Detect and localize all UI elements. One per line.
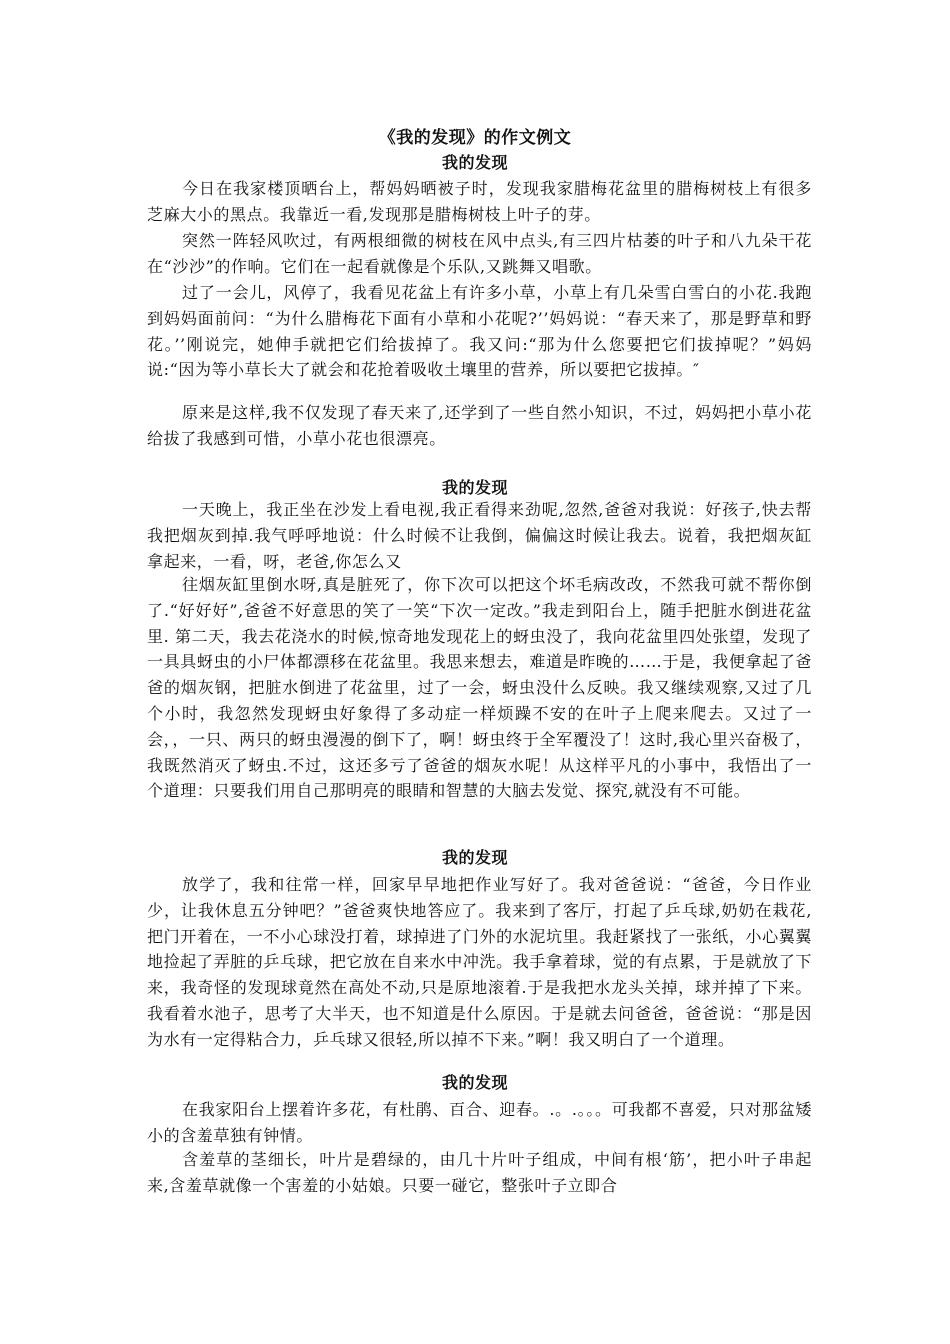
section-title: 我的发现 [441, 1073, 508, 1092]
paragraph: 今日在我家楼顶晒台上，帮妈妈晒被子时，发现我家腊梅花盆里的腊梅树枝上有很多芝麻大小的黑点。我靠近一看,发现那是腊梅树枝上叶子的芽。 [147, 179, 812, 224]
paragraph: 突然一阵轻风吹过，有两根细微的树枝在风中点头,有三四片枯萎的叶子和八九朵干花在“沙沙”的作响。它们在一起看就像是个乐队,又跳舞又唱歌。 [147, 231, 812, 276]
paragraph: 一天晚上，我正坐在沙发上看电视,我正看得来劲呢,忽然,爸爸对我说：好孩子,快去帮我把烟灰到掉.我气呼呼地说：什么时候不让我倒，偏偏这时候让我去。说着，我把烟灰缸拿起来，一看，呀，老爸,你怎么又 [147, 500, 812, 571]
document-title: 《我的发现》的作文例文 [378, 128, 572, 148]
paragraph: 放学了，我和往常一样，回家早早地把作业写好了。我对爸爸说：“爸爸，今日作业少，让我休息五分钟吧？”爸爸爽快地答应了。我来到了客厅，打起了乒乓球,奶奶在栽花,把门开着在，一不小心球没打着，球掉进了门外的水泥坑里。我赶紧找了一张纸，小心翼翼地捡起了弄脏的乒乓球，把它放在自来水中冲洗。我手拿着球，觉的有点累，于是就放了下来，我奇怪的发现球竟然在高处不动,只是原地滚着.于是我把水龙头关掉，球并掉了下来。我看着水池子，思考了大半天，也不知道是什么原因。于是就去问爸爸，爸爸说：“那是因为水有一定得粘合力，乒乓球又很轻,所以掉不下来。”啊！我又明白了一个道理。 [147, 875, 812, 1049]
paragraph: 原来是这样,我不仅发现了春天来了,还学到了一些自然小知识，不过，妈妈把小草小花给拔了我感到可惜，小草小花也很漂亮。 [147, 403, 812, 448]
paragraph: 含羞草的茎细长，叶片是碧绿的，由几十片叶子组成，中间有根‘筋’，把小叶子串起来,含羞草就像一个害羞的小姑娘。只要一碰它，整张叶子立即合 [147, 1150, 812, 1195]
paragraph: 在我家阳台上摆着许多花，有杜鹃、百合、迎春。.。.。。。可我都不喜爱，只对那盆矮小的含羞草独有钟情。 [147, 1100, 812, 1145]
paragraph: 往烟灰缸里倒水呀,真是脏死了，你下次可以把这个坏毛病改改，不然我可就不帮你倒了.“好好好”,爸爸不好意思的笑了一笑“下次一定改。”我走到阳台上，随手把脏水倒进花盆里. 第二天，我去花浇水的时候,惊奇地发现花上的蚜虫没了，我向花盆里四处张望，发现了一具具蚜虫的小尸体都漂移在花盆里。我思来想去，难道是昨晚的……于是，我便拿起了爸爸的烟灰钢，把脏水倒进了花盆里，过了一会，蚜虫没什么反映。我又继续观察,又过了几个小时，我忽然发现蚜虫好象得了多动症一样烦躁不安的在叶子上爬来爬去。又过了一会，，一只、两只的蚜虫漫漫的倒下了，啊！蚜虫终于全军覆没了！这时,我心里兴奋极了，我既然消灭了蚜虫.不过，这还多亏了爸爸的烟灰水呢！从这样平凡的小事中，我悟出了一个道理：只要我们用自己那明亮的眼睛和智慧的大脑去发觉、探究,就没有不可能。 [147, 575, 812, 801]
section-title: 我的发现 [441, 153, 508, 172]
section-title: 我的发现 [441, 478, 508, 497]
section-title: 我的发现 [441, 848, 508, 867]
paragraph: 过了一会儿，风停了，我看见花盆上有许多小草，小草上有几朵雪白雪白的小花.我跑到妈妈面前问：“为什么腊梅花下面有小草和小花呢?’’妈妈说：“春天来了，那是野草和野花。’’刚说完，她伸手就把它们给拔掉了。我又问:“那为什么您要把它们拔掉呢？”妈妈说:“因为等小草长大了就会和花抢着吸收土壤里的营养，所以要把它拔掉。″ [147, 283, 812, 380]
